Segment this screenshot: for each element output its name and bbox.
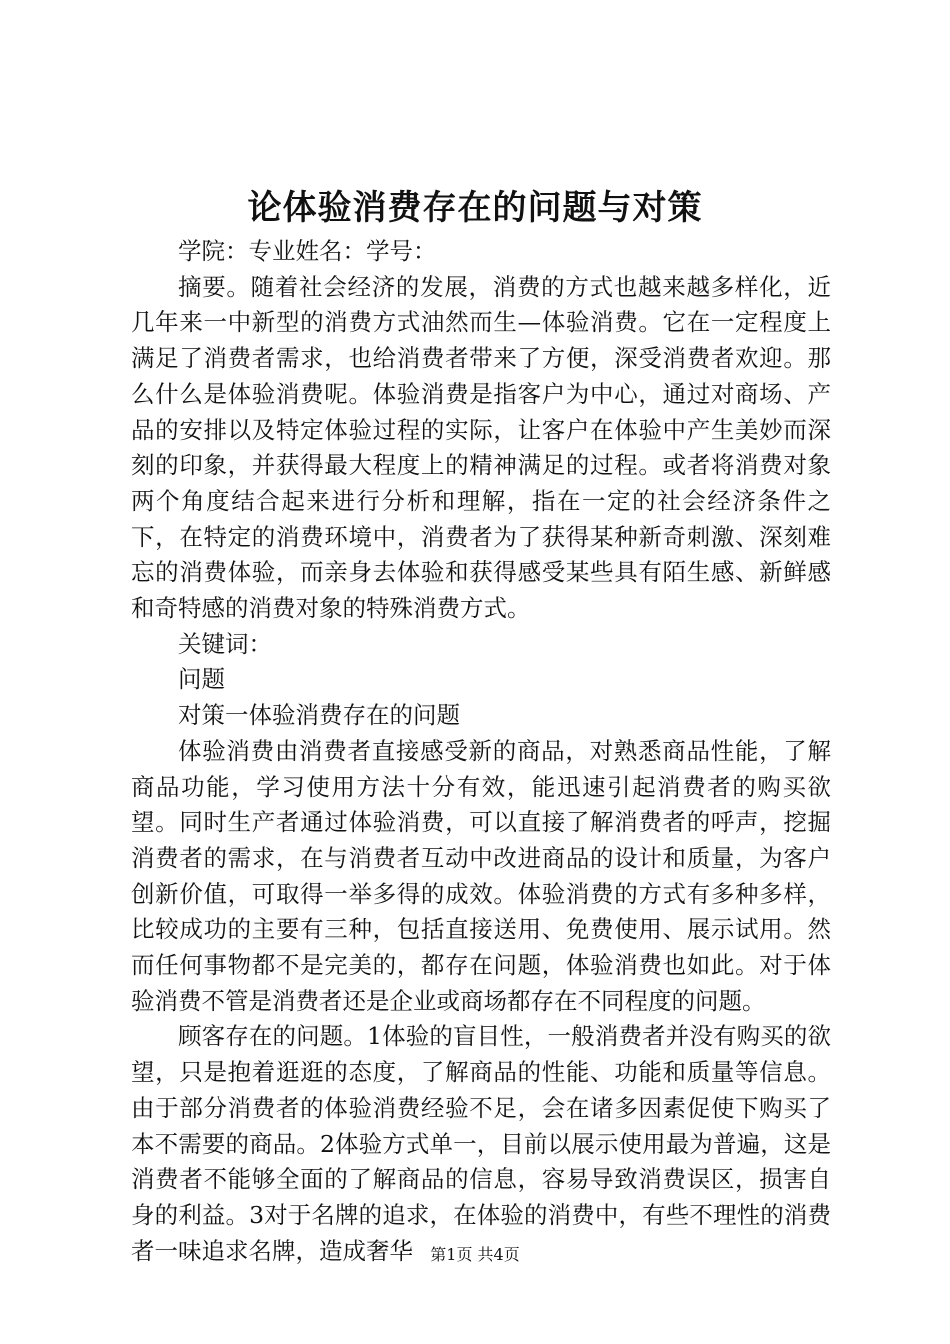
document-body bbox=[131, 234, 831, 1269]
keywords-label: 关键词： bbox=[178, 629, 272, 658]
section-heading: 对策一体验消费存在的问题 bbox=[178, 701, 460, 730]
body-paragraph: 顾客存在的问题。1体验的盲目性，一般消费者并没有购买的欲望，只是抱着逛逛的态度，了解商品的性能、功能和质量等信息。由于部分消费者的体验消费经验不足，会在诸多因素促使下购买了本不需要的商品。2体验方式单一，目前以展示使用最为普遍，这是消费者不能够全面的了解商品的信息，容易导致消费误区，损害自身的利益。3对于名牌的追求，在体验的消费中，有些不理性的消费者一味追求名牌，造成奢华 bbox=[131, 1022, 831, 1265]
keyword-item: 问题 bbox=[178, 665, 225, 694]
body-paragraph: 体验消费由消费者直接感受新的商品，对熟悉商品性能，了解商品功能，学习使用方法十分有效，能迅速引起消费者的购买欲望。同时生产者通过体验消费，可以直接了解消费者的呼声，挖掘消费者的需求，在与消费者互动中改进商品的设计和质量，为客户创新价值，可取得一举多得的成效。体验消费的方式有多种多样，比较成功的主要有三种，包括直接送用、免费使用、展示试用。然而任何事物都不是完美的，都存在问题，体验消费也如此。对于体验消费不管是消费者还是企业或商场都存在不同程度的问题。 bbox=[131, 736, 831, 1015]
document-title: 论体验消费存在的问题与对策 bbox=[247, 188, 703, 228]
page-number-footer: 第1页 共4页 bbox=[430, 1245, 520, 1264]
abstract-paragraph: 摘要。随着社会经济的发展，消费的方式也越来越多样化，近几年来一中新型的消费方式油然而生—体验消费。它在一定程度上满足了消费者需求，也给消费者带来了方便，深受消费者欢迎。那么什么是体验消费呢。体验消费是指客户为中心，通过对商场、产品的安排以及特定体验过程的实际，让客户在体验中产生美妙而深刻的印象，并获得最大程度上的精神满足的过程。或者将消费对象两个角度结合起来进行分析和理解，指在一定的社会经济条件之下，在特定的消费环境中，消费者为了获得某种新奇刺激、深刻难忘的消费体验，而亲身去体验和获得感受某些具有陌生感、新鲜感和奇特感的消费对象的特殊消费方式。 bbox=[131, 272, 831, 623]
author-info-line: 学院：专业姓名：学号： bbox=[178, 237, 437, 265]
